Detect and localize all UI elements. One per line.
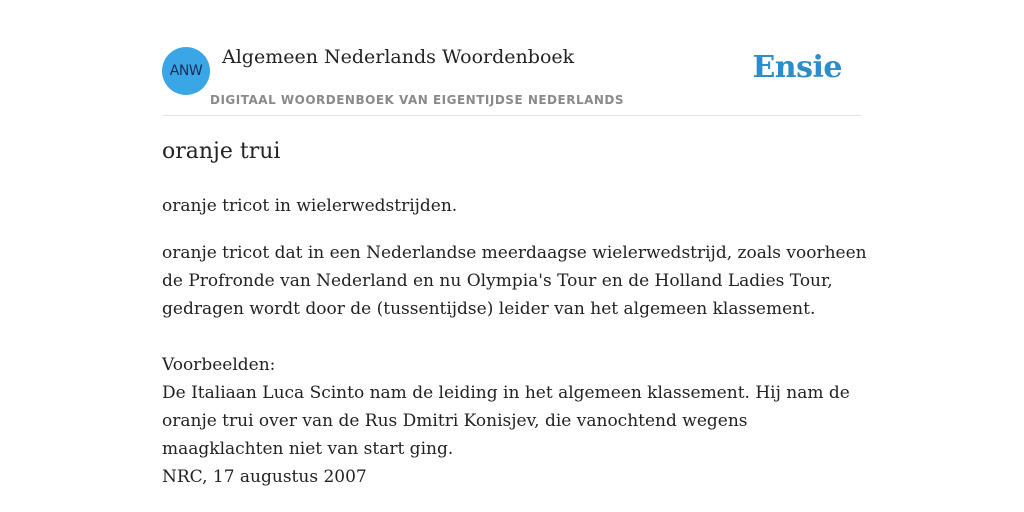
ensie-brand-logo[interactable]: Ensie: [752, 50, 842, 85]
content: [162, 0, 867, 512]
examples-label: Voorbeelden:: [162, 355, 276, 375]
example-line: maagklachten niet van start ging.: [162, 439, 454, 459]
example-source: NRC, 17 augustus 2007: [162, 467, 367, 487]
site-header: [162, 0, 862, 116]
long-definition: [162, 239, 867, 323]
example-line: oranje trui over van de Rus Dmitri Konisjev, die vanochtend wegens: [162, 411, 748, 431]
long-definition-line: gedragen wordt door de (tussentijdse) leider van het algemeen klassement.: [162, 299, 816, 319]
short-definition-text: oranje tricot in wielerwedstrijden.: [162, 196, 458, 216]
examples-section: [162, 351, 862, 491]
long-definition-line: de Profronde van Nederland en nu Olympia's Tour en de Holland Ladies Tour,: [162, 271, 833, 291]
anw-logo[interactable]: [162, 47, 210, 95]
site-subtitle: DIGITAAL WOORDENBOEK VAN EIGENTIJDSE NEDERLANDS: [210, 93, 625, 107]
short-definition: [162, 192, 862, 220]
long-definition-line: oranje tricot dat in een Nederlandse meerdaagse wielerwedstrijd, zoals voorheen: [162, 243, 867, 263]
entry-title: oranje trui: [162, 139, 281, 164]
site-title[interactable]: Algemeen Nederlands Woordenboek: [222, 46, 575, 68]
logo-text: ANW: [169, 63, 203, 79]
example-line: De Italiaan Luca Scinto nam de leiding in het algemeen klassement. Hij nam de: [162, 383, 850, 403]
